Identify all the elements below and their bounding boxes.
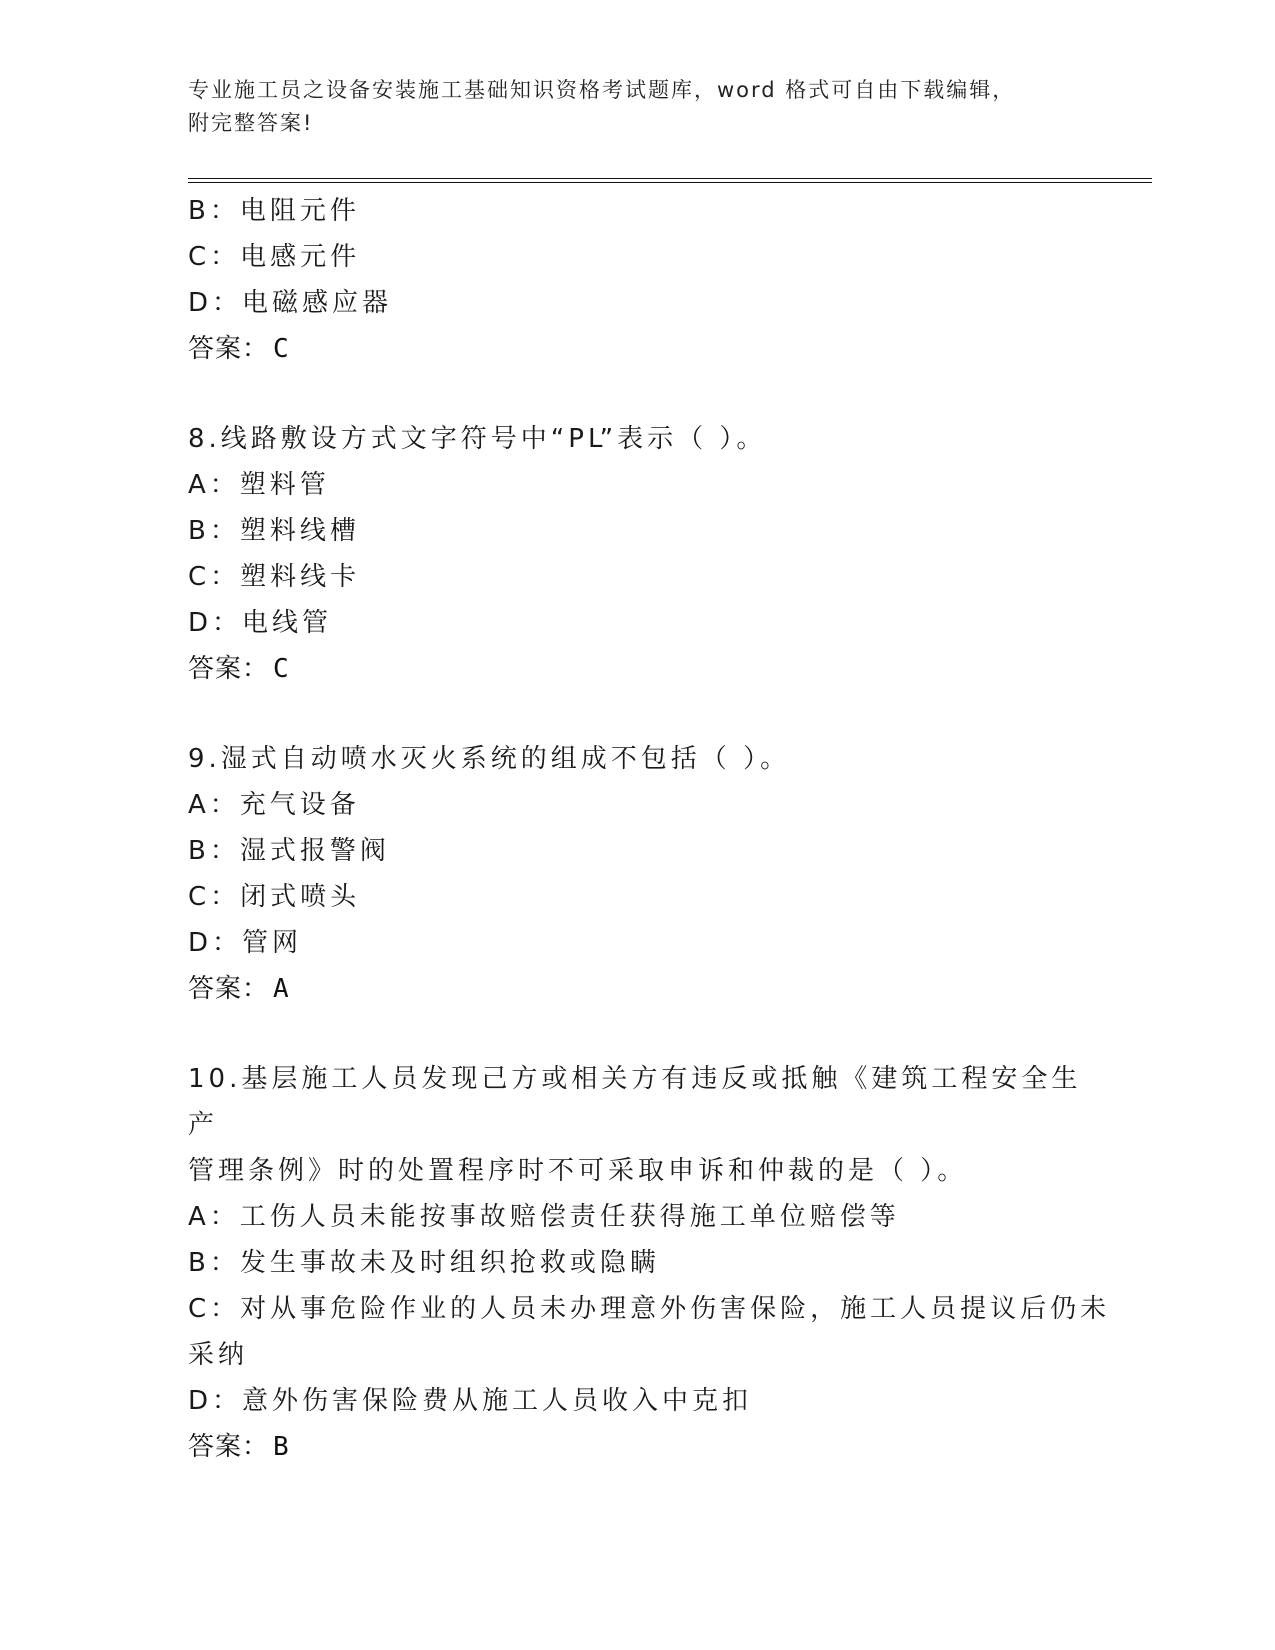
option-label: D： (188, 1386, 243, 1416)
answer-value: C (273, 334, 290, 364)
option-text: 充气设备 (239, 790, 360, 820)
option-label: C： (188, 882, 241, 912)
answer-label: 答案： (188, 974, 270, 1004)
option-b (188, 828, 1088, 874)
question-list (188, 188, 1111, 1470)
option-c (188, 554, 1088, 600)
option-c-continuation: 采纳 (188, 1340, 249, 1370)
option-text: 工伤人员未能按事故赔偿责任获得施工单位赔偿等 (239, 1202, 900, 1232)
question-text: 9.湿式自动喷水灭火系统的组成不包括（ ）。 (188, 744, 791, 774)
option-c (188, 234, 1088, 280)
question-8 (188, 416, 1088, 692)
option-label: C： (188, 562, 241, 592)
question-9 (188, 736, 1088, 1012)
answer-line (188, 1424, 1088, 1470)
answer-line (188, 646, 1088, 692)
answer-line (188, 326, 1088, 372)
option-text: 电感元件 (240, 242, 361, 272)
option-b (188, 1240, 1088, 1286)
option-label: B： (188, 516, 240, 546)
option-text: 塑料线卡 (240, 562, 361, 592)
answer-value: A (273, 974, 290, 1004)
option-text: 电线管 (242, 608, 333, 638)
option-d (188, 280, 1088, 326)
option-d (188, 1378, 1088, 1424)
question-10 (188, 1056, 1111, 1470)
question-text-line2: 管理条例》时的处置程序时不可采取申诉和仲裁的是（ ）。 (188, 1156, 968, 1186)
header-divider-top (188, 178, 1152, 179)
answer-label: 答案： (188, 1432, 270, 1462)
option-a (188, 782, 1088, 828)
option-label: D： (188, 288, 243, 318)
option-text: 塑料线槽 (239, 516, 360, 546)
option-text: 发生事故未及时组织抢救或隐瞒 (239, 1248, 660, 1278)
header-divider-bottom (188, 182, 1152, 183)
option-text: 湿式报警阀 (239, 836, 390, 866)
header-title-line2: 附完整答案! (188, 111, 314, 135)
header-title-line1: 专业施工员之设备安装施工基础知识资格考试题库，word 格式可自由下载编辑， (188, 78, 1016, 102)
question-7-continuation (188, 188, 1088, 372)
option-a (188, 462, 1088, 508)
option-label: C： (188, 1294, 241, 1324)
option-label: D： (188, 608, 243, 638)
option-b (188, 508, 1088, 554)
answer-line (188, 966, 1088, 1012)
option-label: B： (188, 196, 240, 226)
option-label: B： (188, 836, 240, 866)
option-text: 管网 (242, 928, 303, 958)
option-text: 电磁感应器 (242, 288, 393, 318)
option-label: B： (188, 1248, 240, 1278)
option-label: C： (188, 242, 241, 272)
option-d (188, 920, 1088, 966)
answer-value: B (273, 1432, 290, 1462)
option-label: A： (188, 790, 240, 820)
question-text: 8.线路敷设方式文字符号中“PL”表示（ ）。 (188, 424, 767, 454)
option-label: A： (188, 470, 240, 500)
option-text: 电阻元件 (239, 196, 360, 226)
question-text-line1: 10.基层施工人员发现己方或相关方有违反或抵触《建筑工程安全生产 (188, 1064, 1082, 1140)
document-header (188, 74, 1068, 140)
option-text: 对从事危险作业的人员未办理意外伤害保险，施工人员提议后仍未 (240, 1294, 1111, 1324)
answer-label: 答案： (188, 654, 270, 684)
option-b (188, 188, 1088, 234)
option-c (188, 1286, 1111, 1332)
option-d (188, 600, 1088, 646)
option-text: 闭式喷头 (240, 882, 361, 912)
answer-label: 答案： (188, 334, 270, 364)
option-text: 塑料管 (239, 470, 330, 500)
answer-value: C (273, 654, 290, 684)
option-label: D： (188, 928, 243, 958)
option-text: 意外伤害保险费从施工人员收入中克扣 (242, 1386, 753, 1416)
option-label: A： (188, 1202, 240, 1232)
option-a (188, 1194, 1088, 1240)
option-c (188, 874, 1088, 920)
